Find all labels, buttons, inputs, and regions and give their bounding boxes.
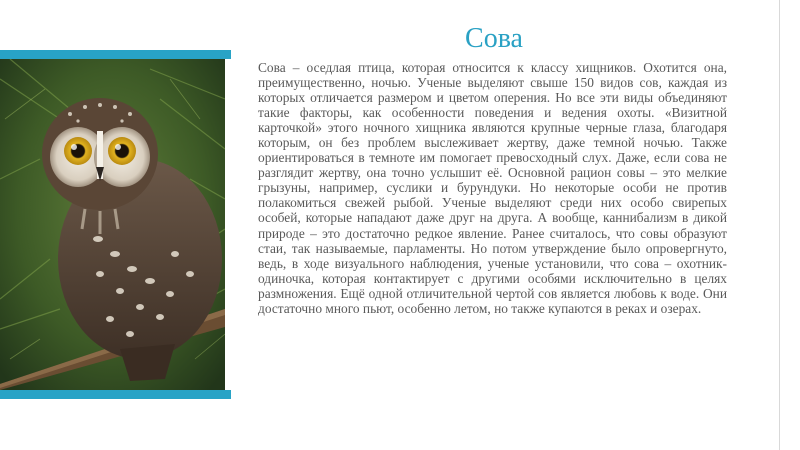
slide-body-text: Сова – оседлая птица, которая относится к классу хищников. Охотится она, преимущественно, ночью. Ученые выделяют свыше 150 видов сов, каждая из которых отличается размером и цветом оперения. Но все эти виды объединяют такие факторы, как особенности поведения и ведения охоты. «Визитной карточкой» этого ночного хищника являются крупные черные глаза, благодаря которым, он без проблем выслеживает жертву, даже темной ночью. Также ориентироваться в темноте им помогает превосходный слух. Даже, если сова не разглядит жертву, она точно услышит её. Основной рацион совы – это мелкие грызуны, например, суслики и бурундуки. Но некоторые особи не против полакомиться свежей рыбой. Ученые выделяют среди них особо свирепых особей, которые нападают даже друг на друга. А вообще, каннибализм в дикой природе – это достаточно редкое явление. Ранее считалось, что совы образуют стаи, так называемые, парламенты. Но потом утверждение было опровергнуто, ведь, в ходе визуального наблюдения, ученые установили, что сова – охотник-одиночка, которая контактирует с другими особями исключительно в целях размножения. Ещё одной отличительной чертой сов является любовь к воде. Они достаточно много пьют, особенно летом, но также купаются в реках и озерах.: [258, 60, 727, 316]
slide-title: Сова: [465, 23, 523, 54]
right-divider: [779, 0, 780, 450]
accent-bar-bottom: [0, 390, 231, 399]
owl-photo: [0, 59, 225, 390]
accent-bar-top: [0, 50, 231, 59]
